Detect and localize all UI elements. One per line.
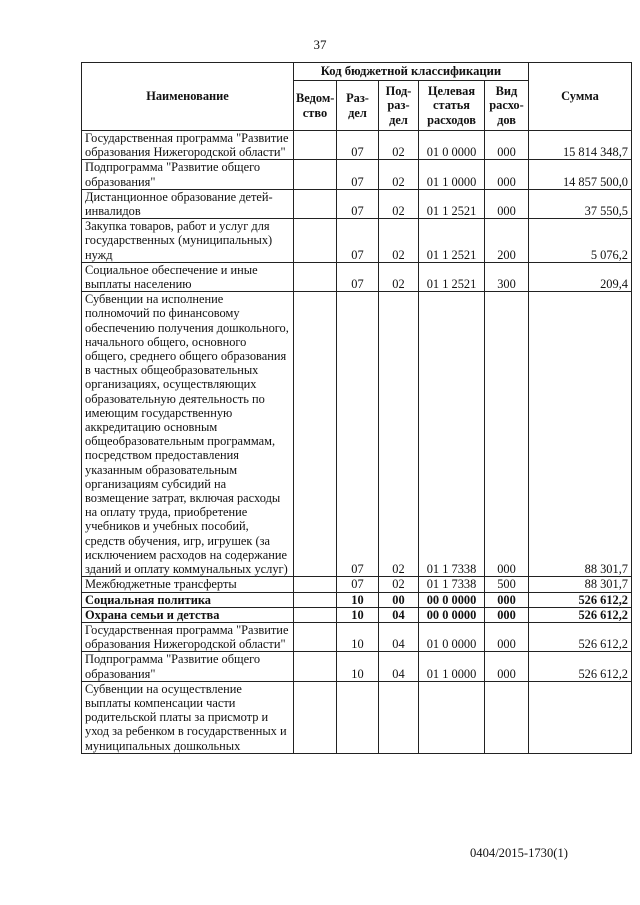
row-sum: 37 550,5 xyxy=(529,189,632,218)
row-vedomstvo xyxy=(294,592,337,607)
row-vid: 000 xyxy=(485,652,529,681)
row-name: Социальное обеспечение и иные выплаты населению xyxy=(82,262,294,291)
header-vedomstvo: Ведом-ство xyxy=(294,81,337,131)
header-celevaya: Целевая статья расходов xyxy=(419,81,485,131)
row-name: Субвенции на осуществление выплаты компенсации части родительской платы за присмотр и уход за ребенком в государственных и муниципальных дошкольных xyxy=(82,681,294,753)
row-vedomstvo xyxy=(294,622,337,651)
row-name: Подпрограмма "Развитие общего образования" xyxy=(82,160,294,189)
row-podrazdel: 02 xyxy=(379,262,419,291)
row-celevaya: 01 1 7338 xyxy=(419,577,485,592)
header-code-group: Код бюджетной классификации xyxy=(294,63,529,81)
row-vedomstvo xyxy=(294,652,337,681)
row-name: Межбюджетные трансферты xyxy=(82,577,294,592)
row-celevaya: 01 0 0000 xyxy=(419,131,485,160)
row-celevaya: 01 1 2521 xyxy=(419,262,485,291)
document-code: 0404/2015-1730(1) xyxy=(470,846,568,860)
row-celevaya: 00 0 0000 xyxy=(419,592,485,607)
row-vedomstvo xyxy=(294,292,337,577)
row-vedomstvo xyxy=(294,262,337,291)
row-sum xyxy=(529,681,632,753)
row-razdel: 10 xyxy=(337,622,379,651)
row-sum: 14 857 500,0 xyxy=(529,160,632,189)
row-name: Дистанционное образование детей-инвалидов xyxy=(82,189,294,218)
row-vid: 000 xyxy=(485,160,529,189)
row-sum: 526 612,2 xyxy=(529,592,632,607)
row-razdel: 07 xyxy=(337,189,379,218)
header-vid: Вид расхо-дов xyxy=(485,81,529,131)
table-row xyxy=(82,592,632,607)
header-podrazdel: Под-раз-дел xyxy=(379,81,419,131)
header-razdel: Раз-дел xyxy=(337,81,379,131)
row-vedomstvo xyxy=(294,681,337,753)
row-name: Закупка товаров, работ и услуг для государственных (муниципальных) нужд xyxy=(82,219,294,263)
row-name: Государственная программа "Развитие образования Нижегородской области" xyxy=(82,131,294,160)
row-sum: 88 301,7 xyxy=(529,577,632,592)
row-sum: 526 612,2 xyxy=(529,622,632,651)
header-sum: Сумма xyxy=(529,63,632,131)
row-razdel: 10 xyxy=(337,592,379,607)
row-celevaya: 01 1 2521 xyxy=(419,189,485,218)
row-vid: 000 xyxy=(485,292,529,577)
row-razdel: 07 xyxy=(337,292,379,577)
row-vedomstvo xyxy=(294,160,337,189)
table-row xyxy=(82,219,632,263)
row-podrazdel: 02 xyxy=(379,292,419,577)
row-vid: 000 xyxy=(485,622,529,651)
row-name: Подпрограмма "Развитие общего образования" xyxy=(82,652,294,681)
row-vid: 000 xyxy=(485,131,529,160)
row-celevaya: 01 1 7338 xyxy=(419,292,485,577)
row-vedomstvo xyxy=(294,219,337,263)
row-podrazdel: 00 xyxy=(379,592,419,607)
row-name: Субвенции на исполнение полномочий по финансовому обеспечению получения дошкольного, начального общего, основного общего, среднего общего образования в частных общеобразовательных организациях, осуществляющих образовательную деятельность по имеющим государственную аккредитацию основным общеобразовательным программам, посредством предоставления указанным образовательным организациям субсидий на возмещение затрат, включая расходы на оплату труда, приобретение учебников и учебных пособий, средств обучения, игр, игрушек (за исключением расходов на содержание зданий и оплату коммунальных услуг) xyxy=(82,292,294,577)
row-vedomstvo xyxy=(294,577,337,592)
row-podrazdel xyxy=(379,681,419,753)
row-podrazdel: 04 xyxy=(379,652,419,681)
row-vid xyxy=(485,681,529,753)
row-vedomstvo xyxy=(294,189,337,218)
row-razdel: 10 xyxy=(337,607,379,622)
row-vid: 000 xyxy=(485,592,529,607)
row-vid: 500 xyxy=(485,577,529,592)
row-vedomstvo xyxy=(294,607,337,622)
table-row xyxy=(82,131,632,160)
table-row xyxy=(82,262,632,291)
header-name: Наименование xyxy=(82,63,294,131)
row-podrazdel: 02 xyxy=(379,219,419,263)
row-podrazdel: 02 xyxy=(379,131,419,160)
row-podrazdel: 04 xyxy=(379,607,419,622)
row-vedomstvo xyxy=(294,131,337,160)
row-sum: 209,4 xyxy=(529,262,632,291)
table-row xyxy=(82,292,632,577)
table-row xyxy=(82,160,632,189)
page-number: 37 xyxy=(313,37,327,52)
table-row xyxy=(82,189,632,218)
row-podrazdel: 02 xyxy=(379,577,419,592)
row-razdel xyxy=(337,681,379,753)
row-razdel: 07 xyxy=(337,131,379,160)
row-sum: 15 814 348,7 xyxy=(529,131,632,160)
row-vid: 000 xyxy=(485,189,529,218)
table-row xyxy=(82,681,632,753)
row-vid: 300 xyxy=(485,262,529,291)
table-row xyxy=(82,652,632,681)
row-celevaya: 00 0 0000 xyxy=(419,607,485,622)
row-razdel: 07 xyxy=(337,577,379,592)
row-sum: 5 076,2 xyxy=(529,219,632,263)
row-name: Социальная политика xyxy=(82,592,294,607)
row-name: Государственная программа "Развитие образования Нижегородской области" xyxy=(82,622,294,651)
row-vid: 000 xyxy=(485,607,529,622)
table-row xyxy=(82,622,632,651)
row-celevaya: 01 1 2521 xyxy=(419,219,485,263)
row-name: Охрана семьи и детства xyxy=(82,607,294,622)
row-razdel: 07 xyxy=(337,219,379,263)
row-razdel: 07 xyxy=(337,160,379,189)
row-podrazdel: 04 xyxy=(379,622,419,651)
row-celevaya: 01 0 0000 xyxy=(419,622,485,651)
table-row xyxy=(82,607,632,622)
row-vid: 200 xyxy=(485,219,529,263)
row-sum: 88 301,7 xyxy=(529,292,632,577)
row-razdel: 07 xyxy=(337,262,379,291)
row-podrazdel: 02 xyxy=(379,160,419,189)
row-celevaya: 01 1 0000 xyxy=(419,652,485,681)
budget-table xyxy=(81,62,632,754)
row-celevaya xyxy=(419,681,485,753)
table-row xyxy=(82,577,632,592)
row-sum: 526 612,2 xyxy=(529,607,632,622)
table-body xyxy=(82,131,632,754)
row-podrazdel: 02 xyxy=(379,189,419,218)
row-razdel: 10 xyxy=(337,652,379,681)
row-celevaya: 01 1 0000 xyxy=(419,160,485,189)
row-sum: 526 612,2 xyxy=(529,652,632,681)
